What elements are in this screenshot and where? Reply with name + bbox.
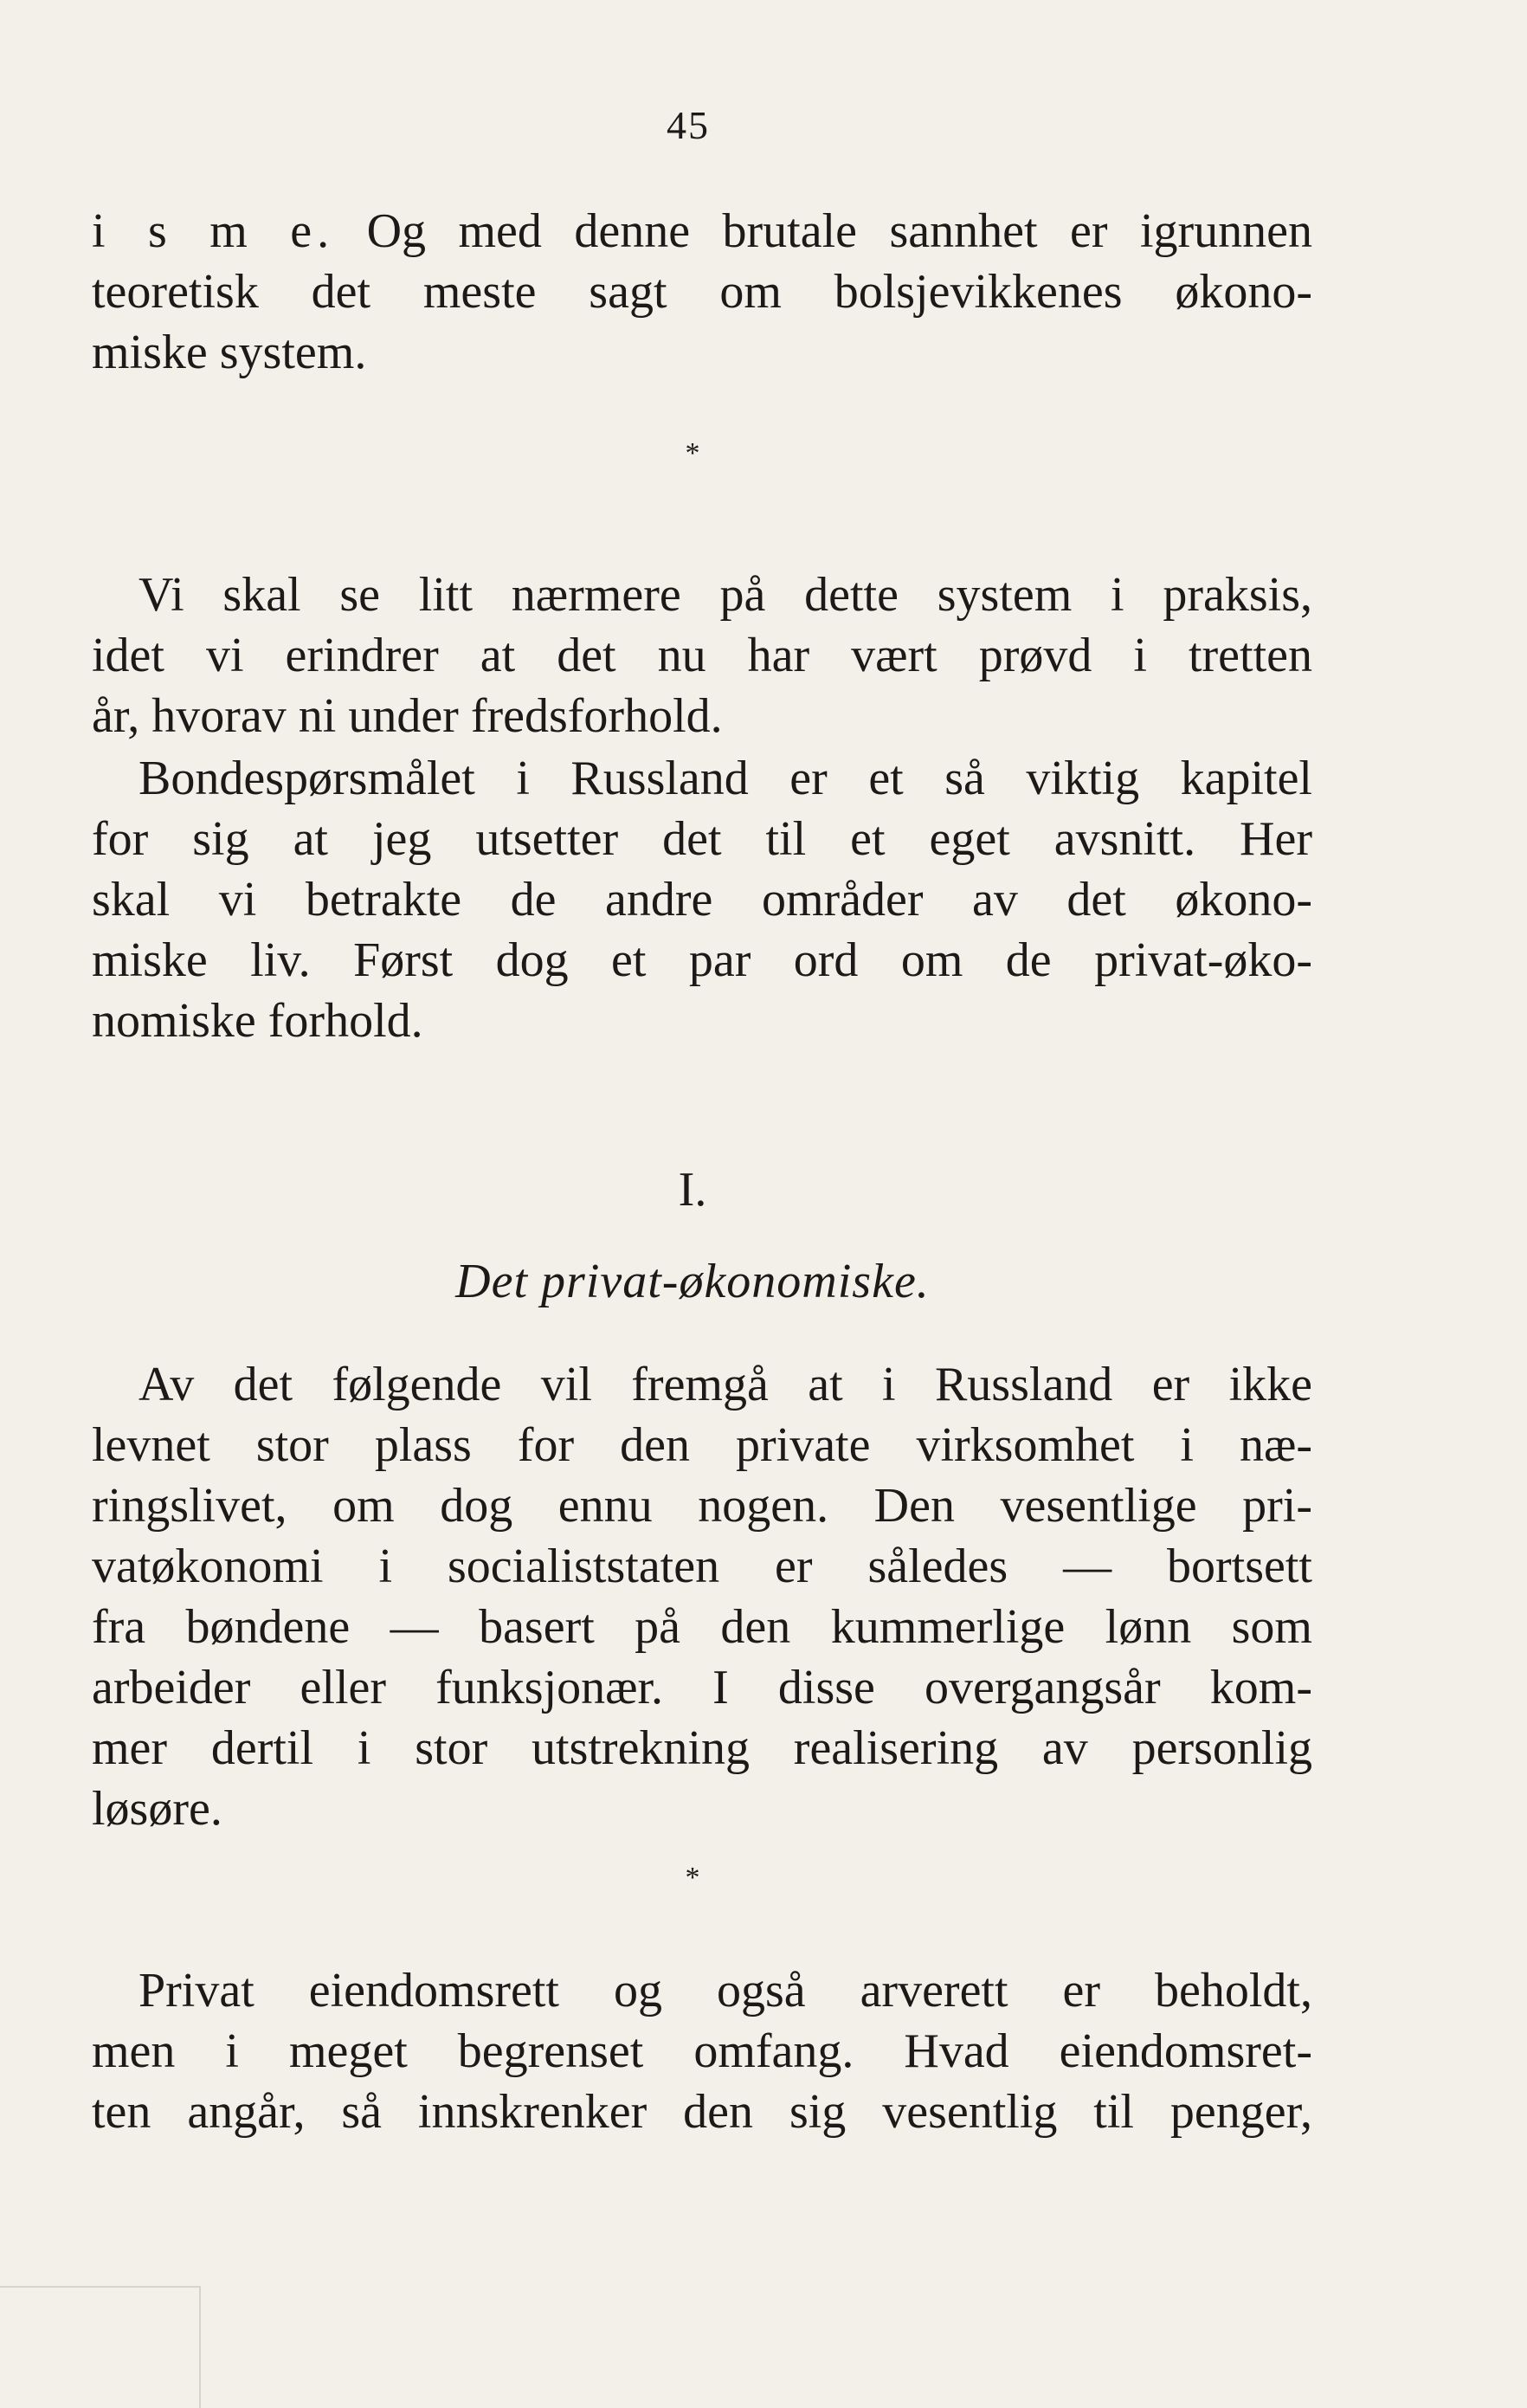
text-line: ringslivet, om dog ennu nogen. Den vesentlige pri- xyxy=(92,1479,1312,1533)
text-line: mer dertil i stor utstrekning realisering av personlig xyxy=(92,1721,1312,1775)
text-line: år, hvorav ni under fredsforhold. xyxy=(92,689,723,743)
text-line: levnet stor plass for den private virksomhet i næ- xyxy=(92,1418,1312,1472)
text-line xyxy=(92,201,1312,261)
text-line: for sig at jeg utsetter det til et eget avsnitt. Her xyxy=(92,812,1312,866)
section-separator: * xyxy=(685,1862,700,1894)
text-line: teoretisk det meste sagt om bolsjevikkenes økono- xyxy=(92,265,1312,319)
text-line: Bondespørsmålet i Russland er et så viktig kapitel xyxy=(139,752,1312,805)
text-line-rest: Og med denne brutale sannhet er igrunnen xyxy=(334,204,1313,258)
text-line: vatøkonomi i socialiststaten er således — bortsett xyxy=(92,1540,1312,1593)
text-line: Av det følgende vil fremgå at i Russland er ikke xyxy=(139,1358,1312,1411)
text-line: fra bøndene — basert på den kummerlige lønn som xyxy=(92,1600,1312,1654)
text-line: ten angår, så innskrenker den sig vesentlig til penger, xyxy=(92,2085,1312,2139)
text-line: Privat eiendomsrett og også arverett er beholdt, xyxy=(139,1964,1312,2017)
section-number: I. xyxy=(678,1163,707,1217)
text-line: miske system. xyxy=(92,326,367,379)
text-line: skal vi betrakte de andre områder av det økono- xyxy=(92,873,1312,926)
text-line-lead: i s m e. xyxy=(92,204,335,258)
section-title: Det privat-økonomiske. xyxy=(455,1255,930,1308)
text-line: idet vi erindrer at det nu har vært prøvd i tretten xyxy=(92,629,1312,682)
text-line: Vi skal se litt nærmere på dette system i praksis, xyxy=(139,568,1312,622)
paper-edge-mark xyxy=(0,2286,201,2408)
text-line: men i meget begrenset omfang. Hvad eiendomsret- xyxy=(92,2024,1312,2078)
text-line: arbeider eller funksjonær. I disse overgangsår kom- xyxy=(92,1661,1312,1714)
text-line: løsøre. xyxy=(92,1782,222,1836)
section-separator: * xyxy=(685,437,700,469)
page-number: 45 xyxy=(667,103,710,147)
text-line: miske liv. Først dog et par ord om de privat-øko- xyxy=(92,933,1312,987)
text-line: nomiske forhold. xyxy=(92,994,423,1048)
